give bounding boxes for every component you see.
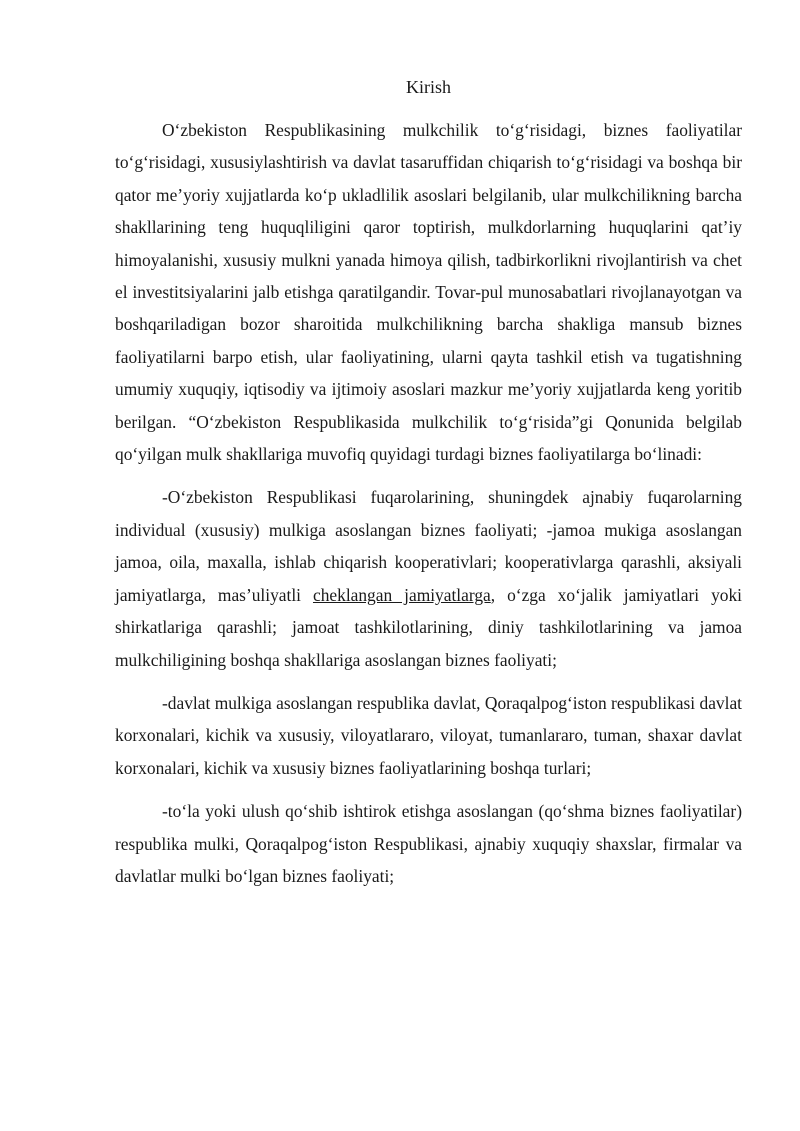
paragraph-line-collective <box>115 520 742 670</box>
collective-text-after: , o‘zga xo‘jalik jamiyatlari yoki shirkatlariga qarashli; jamoat tashkilotlarining, diniy tashkilotlarining va jamoa mulkchiligining boshqa shakllariga asoslangan biznes faoliyati; <box>115 584 742 670</box>
document-title: Kirish <box>406 77 451 97</box>
paragraph-business-types-1 <box>115 481 742 675</box>
paragraph-joint-ventures: -to‘la yoki ulush qo‘shib ishtirok etishga asoslangan (qo‘shma biznes faoliyatilar) respublika mulki, Qoraqalpog‘iston Respublikasi, ajnabiy xuquqiy shaxslar, firmalar va davlatlar mulki bo‘lgan biznes faoliyati; <box>115 801 742 886</box>
paragraph-introduction: O‘zbekiston Respublikasining mulkchilik to‘g‘risidagi, biznes faoliyatilar to‘g‘risidagi, xususiylashtirish va davlat tasaruffidan chiqarish to‘g‘risidagi va boshqa bir qator me’yoriy xujjatlarda ko‘p ukladlilik asoslari belgilanib, ular mulkchilikning barcha shakllarining teng huquqliligini qaror toptirish, mulkdorlarning huquqlarini qat’iy himoyalanishi, xususiy mulkni yanada himoya qilish, tadbirkorlikni rivojlantirish va chet el investitsiyalarini jalb etishga qaratilgandir. Tovar-pul munosabatlari rivojlanayotgan va boshqariladigan bozor sharoitida mulkchilikning barcha shakliga mansub biznes faoliyatilarni barpo etish, ular faoliyatining, ularni qayta tashkil etish va tugatishning umumiy xuquqiy, iqtisodiy va ijtimoiy asoslari mazkur me’yoriy xujjatlarda keng yoritib berilgan. “O‘zbekiston Respublikasida mulkchilik to‘g‘risida”gi Qonunida belgilab qo‘yilgan mulk shakllariga muvofiq quyidagi turdagi biznes faoliyatilarga bo‘linadi: <box>115 120 742 465</box>
document-page <box>115 60 742 892</box>
paragraph-state-property: -davlat mulkiga asoslangan respublika davlat, Qoraqalpog‘iston respublikasi davlat korxonalari, kichik va xususiy, viloyatlararo, viloyat, tumanlararo, tuman, shaxar davlat korxonalari, kichik va xususiy biznes faoliyatlarining boshqa turlari; <box>115 692 742 778</box>
underlined-link-text[interactable]: cheklangan jamiyatlarga <box>312 584 491 605</box>
paragraph-line-individual: -O‘zbekiston Respublikasi fuqarolarining, shuningdek ajnabiy fuqarolarning individual (xususiy) mulkiga asoslangan biznes faoliyati; <box>115 487 742 540</box>
collective-text-before: -jamoa mukiga asoslangan jamoa, oila, maxalla, ishlab chiqarish kooperativlari; kooperativlarga qarashli, aksiyali jamiyatlarga, mas’uliyatli <box>115 519 742 605</box>
